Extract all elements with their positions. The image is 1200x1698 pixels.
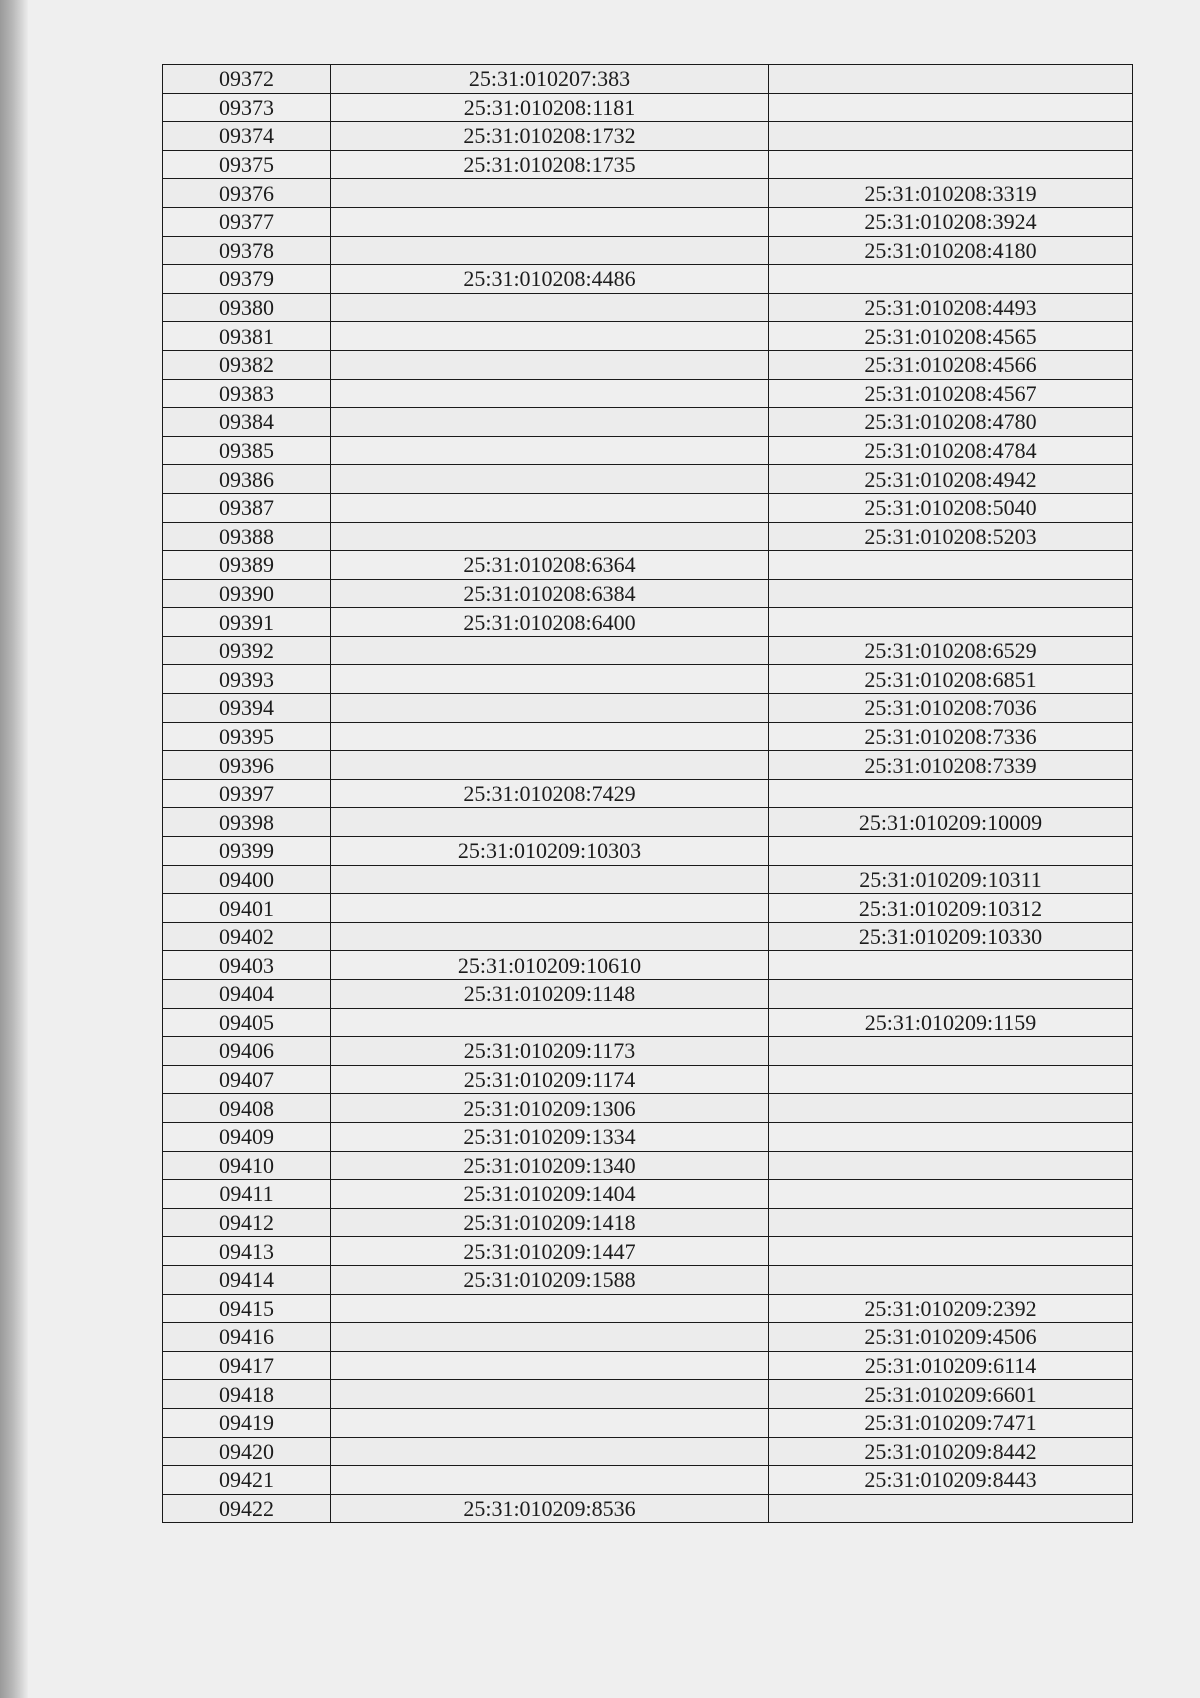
cadastral-number-cell-b: 25:31:010208:4784 <box>769 436 1133 465</box>
cadastral-number-cell-a <box>331 1351 769 1380</box>
cadastral-number-cell-a <box>331 207 769 236</box>
row-number-cell: 09422 <box>163 1494 331 1523</box>
row-number-cell: 09408 <box>163 1094 331 1123</box>
cadastral-number-cell-b: 25:31:010208:4566 <box>769 350 1133 379</box>
cadastral-number-cell-a: 25:31:010208:4486 <box>331 265 769 294</box>
cadastral-number-cell-b: 25:31:010208:5203 <box>769 522 1133 551</box>
row-number-cell: 09406 <box>163 1037 331 1066</box>
table-row <box>163 93 1133 122</box>
row-number-cell: 09411 <box>163 1180 331 1209</box>
row-number-cell: 09386 <box>163 465 331 494</box>
cadastral-number-cell-b: 25:31:010209:10312 <box>769 894 1133 923</box>
cadastral-number-cell-a <box>331 636 769 665</box>
cadastral-number-cell-a: 25:31:010209:1447 <box>331 1237 769 1266</box>
table-row <box>163 379 1133 408</box>
cadastral-number-cell-a <box>331 922 769 951</box>
table-row <box>163 1323 1133 1352</box>
cadastral-number-cell-b <box>769 122 1133 151</box>
table-row <box>163 1351 1133 1380</box>
cadastral-number-cell-b <box>769 779 1133 808</box>
table-row <box>163 1408 1133 1437</box>
table-row <box>163 694 1133 723</box>
table-row <box>163 837 1133 866</box>
cadastral-number-cell-b <box>769 980 1133 1009</box>
cadastral-number-cell-b <box>769 579 1133 608</box>
row-number-cell: 09404 <box>163 980 331 1009</box>
cadastral-number-cell-a <box>331 1294 769 1323</box>
row-number-cell: 09409 <box>163 1122 331 1151</box>
cadastral-number-cell-b: 25:31:010208:7339 <box>769 751 1133 780</box>
cadastral-number-cell-a: 25:31:010209:8536 <box>331 1494 769 1523</box>
cadastral-number-cell-b: 25:31:010209:8443 <box>769 1466 1133 1495</box>
row-number-cell: 09391 <box>163 608 331 637</box>
cadastral-number-cell-a: 25:31:010209:1334 <box>331 1122 769 1151</box>
cadastral-number-cell-b <box>769 1208 1133 1237</box>
table-row <box>163 1065 1133 1094</box>
table-row <box>163 350 1133 379</box>
table-row <box>163 236 1133 265</box>
cadastral-number-cell-b <box>769 65 1133 94</box>
table-row <box>163 493 1133 522</box>
cadastral-number-cell-b: 25:31:010208:7336 <box>769 722 1133 751</box>
table-row <box>163 207 1133 236</box>
row-number-cell: 09418 <box>163 1380 331 1409</box>
row-number-cell: 09412 <box>163 1208 331 1237</box>
cadastral-number-cell-a: 25:31:010209:1404 <box>331 1180 769 1209</box>
cadastral-number-cell-b <box>769 1265 1133 1294</box>
cadastral-number-cell-b <box>769 1037 1133 1066</box>
cadastral-number-cell-a: 25:31:010208:6384 <box>331 579 769 608</box>
row-number-cell: 09417 <box>163 1351 331 1380</box>
table-row <box>163 1237 1133 1266</box>
row-number-cell: 09400 <box>163 865 331 894</box>
cadastral-number-cell-a: 25:31:010208:1735 <box>331 150 769 179</box>
row-number-cell: 09419 <box>163 1408 331 1437</box>
table-row <box>163 1265 1133 1294</box>
cadastral-number-cell-a <box>331 322 769 351</box>
cadastral-number-cell-a: 25:31:010209:1148 <box>331 980 769 1009</box>
table-row <box>163 1380 1133 1409</box>
row-number-cell: 09393 <box>163 665 331 694</box>
row-number-cell: 09389 <box>163 551 331 580</box>
cadastral-number-cell-a <box>331 436 769 465</box>
cadastral-number-cell-a: 25:31:010207:383 <box>331 65 769 94</box>
table-row <box>163 808 1133 837</box>
row-number-cell: 09384 <box>163 408 331 437</box>
cadastral-number-cell-a <box>331 665 769 694</box>
row-number-cell: 09376 <box>163 179 331 208</box>
cadastral-number-cell-b: 25:31:010208:4780 <box>769 408 1133 437</box>
cadastral-number-cell-b <box>769 93 1133 122</box>
cadastral-number-cell-b <box>769 1151 1133 1180</box>
cadastral-number-cell-b: 25:31:010208:4567 <box>769 379 1133 408</box>
cadastral-number-cell-a: 25:31:010209:1340 <box>331 1151 769 1180</box>
cadastral-number-cell-a: 25:31:010209:10610 <box>331 951 769 980</box>
table-row <box>163 894 1133 923</box>
cadastral-number-cell-b: 25:31:010208:5040 <box>769 493 1133 522</box>
cadastral-number-cell-b: 25:31:010208:4493 <box>769 293 1133 322</box>
table-row <box>163 922 1133 951</box>
table-row <box>163 1294 1133 1323</box>
cadastral-number-cell-b: 25:31:010208:3924 <box>769 207 1133 236</box>
cadastral-number-cell-a: 25:31:010208:6364 <box>331 551 769 580</box>
cadastral-number-cell-b: 25:31:010208:7036 <box>769 694 1133 723</box>
row-number-cell: 09399 <box>163 837 331 866</box>
row-number-cell: 09421 <box>163 1466 331 1495</box>
cadastral-number-cell-a: 25:31:010209:1173 <box>331 1037 769 1066</box>
table-row <box>163 465 1133 494</box>
row-number-cell: 09414 <box>163 1265 331 1294</box>
cadastral-number-cell-a <box>331 894 769 923</box>
cadastral-number-cell-a <box>331 1466 769 1495</box>
cadastral-number-cell-a <box>331 808 769 837</box>
cadastral-number-cell-b: 25:31:010209:2392 <box>769 1294 1133 1323</box>
cadastral-number-cell-b: 25:31:010209:10009 <box>769 808 1133 837</box>
cadastral-number-cell-a <box>331 1008 769 1037</box>
cadastral-number-cell-a <box>331 465 769 494</box>
cadastral-number-cell-a <box>331 1437 769 1466</box>
table-row <box>163 1037 1133 1066</box>
cadastral-number-table <box>162 64 1133 1523</box>
row-number-cell: 09383 <box>163 379 331 408</box>
cadastral-number-cell-a <box>331 1380 769 1409</box>
cadastral-number-cell-b: 25:31:010209:7471 <box>769 1408 1133 1437</box>
cadastral-number-cell-a: 25:31:010209:1588 <box>331 1265 769 1294</box>
cadastral-number-cell-a <box>331 293 769 322</box>
cadastral-number-cell-a <box>331 751 769 780</box>
row-number-cell: 09407 <box>163 1065 331 1094</box>
row-number-cell: 09415 <box>163 1294 331 1323</box>
cadastral-number-cell-b <box>769 1065 1133 1094</box>
table-row <box>163 865 1133 894</box>
cadastral-number-cell-b: 25:31:010209:6114 <box>769 1351 1133 1380</box>
table-row <box>163 951 1133 980</box>
row-number-cell: 09378 <box>163 236 331 265</box>
cadastral-number-cell-a <box>331 694 769 723</box>
cadastral-number-cell-a <box>331 408 769 437</box>
table-row <box>163 265 1133 294</box>
cadastral-number-cell-b: 25:31:010209:4506 <box>769 1323 1133 1352</box>
row-number-cell: 09402 <box>163 922 331 951</box>
cadastral-number-cell-b <box>769 150 1133 179</box>
table-row <box>163 436 1133 465</box>
row-number-cell: 09377 <box>163 207 331 236</box>
cadastral-number-cell-b: 25:31:010208:6529 <box>769 636 1133 665</box>
row-number-cell: 09375 <box>163 150 331 179</box>
row-number-cell: 09390 <box>163 579 331 608</box>
table-row <box>163 722 1133 751</box>
cadastral-number-cell-a: 25:31:010209:1418 <box>331 1208 769 1237</box>
row-number-cell: 09410 <box>163 1151 331 1180</box>
cadastral-number-cell-a <box>331 236 769 265</box>
cadastral-number-cell-b <box>769 1494 1133 1523</box>
row-number-cell: 09416 <box>163 1323 331 1352</box>
table-row <box>163 1180 1133 1209</box>
cadastral-number-cell-a <box>331 722 769 751</box>
table-row <box>163 551 1133 580</box>
row-number-cell: 09381 <box>163 322 331 351</box>
cadastral-number-cell-b: 25:31:010209:6601 <box>769 1380 1133 1409</box>
table-row <box>163 1208 1133 1237</box>
cadastral-number-cell-a: 25:31:010208:6400 <box>331 608 769 637</box>
row-number-cell: 09395 <box>163 722 331 751</box>
row-number-cell: 09413 <box>163 1237 331 1266</box>
row-number-cell: 09394 <box>163 694 331 723</box>
row-number-cell: 09392 <box>163 636 331 665</box>
cadastral-number-cell-a: 25:31:010209:10303 <box>331 837 769 866</box>
row-number-cell: 09379 <box>163 265 331 294</box>
cadastral-number-cell-b <box>769 1122 1133 1151</box>
cadastral-number-cell-a: 25:31:010208:1181 <box>331 93 769 122</box>
table-row <box>163 150 1133 179</box>
row-number-cell: 09403 <box>163 951 331 980</box>
row-number-cell: 09397 <box>163 779 331 808</box>
table-row <box>163 1437 1133 1466</box>
row-number-cell: 09373 <box>163 93 331 122</box>
table-row <box>163 1122 1133 1151</box>
table-row <box>163 293 1133 322</box>
row-number-cell: 09405 <box>163 1008 331 1037</box>
cadastral-number-cell-b: 25:31:010208:4942 <box>769 465 1133 494</box>
table-row <box>163 665 1133 694</box>
row-number-cell: 09387 <box>163 493 331 522</box>
table-row <box>163 1494 1133 1523</box>
table-row <box>163 1094 1133 1123</box>
table-row <box>163 980 1133 1009</box>
row-number-cell: 09374 <box>163 122 331 151</box>
scan-edge-shadow <box>0 0 28 1698</box>
cadastral-number-cell-b <box>769 1237 1133 1266</box>
table-row <box>163 779 1133 808</box>
table-row <box>163 122 1133 151</box>
cadastral-number-cell-b: 25:31:010209:10330 <box>769 922 1133 951</box>
cadastral-number-cell-b <box>769 837 1133 866</box>
cadastral-number-cell-a <box>331 350 769 379</box>
table-row <box>163 1466 1133 1495</box>
cadastral-number-cell-b <box>769 1180 1133 1209</box>
cadastral-number-cell-a <box>331 493 769 522</box>
table-body <box>163 65 1133 1523</box>
cadastral-number-cell-b <box>769 551 1133 580</box>
table-row <box>163 636 1133 665</box>
row-number-cell: 09382 <box>163 350 331 379</box>
row-number-cell: 09401 <box>163 894 331 923</box>
cadastral-number-cell-a <box>331 1323 769 1352</box>
cadastral-number-cell-b: 25:31:010208:4180 <box>769 236 1133 265</box>
cadastral-number-cell-b: 25:31:010209:8442 <box>769 1437 1133 1466</box>
table-row <box>163 179 1133 208</box>
cadastral-number-cell-b: 25:31:010208:4565 <box>769 322 1133 351</box>
table-row <box>163 751 1133 780</box>
cadastral-number-cell-a: 25:31:010208:1732 <box>331 122 769 151</box>
cadastral-number-cell-b <box>769 608 1133 637</box>
cadastral-number-cell-a: 25:31:010209:1174 <box>331 1065 769 1094</box>
table-row <box>163 1008 1133 1037</box>
cadastral-number-cell-a <box>331 379 769 408</box>
row-number-cell: 09420 <box>163 1437 331 1466</box>
cadastral-number-cell-a: 25:31:010208:7429 <box>331 779 769 808</box>
cadastral-number-cell-a <box>331 1408 769 1437</box>
cadastral-number-cell-b: 25:31:010208:3319 <box>769 179 1133 208</box>
cadastral-number-cell-b <box>769 1094 1133 1123</box>
cadastral-number-cell-a <box>331 865 769 894</box>
cadastral-number-cell-a <box>331 522 769 551</box>
table-row <box>163 579 1133 608</box>
row-number-cell: 09372 <box>163 65 331 94</box>
cadastral-number-cell-b <box>769 265 1133 294</box>
cadastral-number-cell-b: 25:31:010209:1159 <box>769 1008 1133 1037</box>
table-row <box>163 65 1133 94</box>
table-row <box>163 608 1133 637</box>
table-row <box>163 1151 1133 1180</box>
cadastral-number-cell-b: 25:31:010209:10311 <box>769 865 1133 894</box>
row-number-cell: 09396 <box>163 751 331 780</box>
cadastral-number-cell-b: 25:31:010208:6851 <box>769 665 1133 694</box>
table-row <box>163 408 1133 437</box>
cadastral-number-cell-a <box>331 179 769 208</box>
table-row <box>163 522 1133 551</box>
cadastral-number-cell-b <box>769 951 1133 980</box>
row-number-cell: 09398 <box>163 808 331 837</box>
row-number-cell: 09385 <box>163 436 331 465</box>
table-row <box>163 322 1133 351</box>
row-number-cell: 09388 <box>163 522 331 551</box>
cadastral-number-cell-a: 25:31:010209:1306 <box>331 1094 769 1123</box>
row-number-cell: 09380 <box>163 293 331 322</box>
